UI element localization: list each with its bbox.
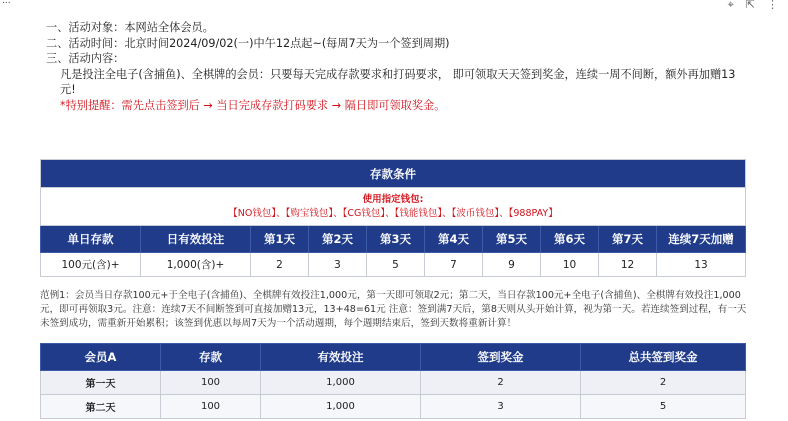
activity-intro (46, 20, 746, 113)
header-bonus-7days: 连续7天加赠 (657, 226, 746, 253)
wallet-list: 【NO钱包】、【购宝钱包】、【CG钱包】、【钱能钱包】、【波币钱包】、【988PAY】 (228, 207, 558, 219)
intro-line-time: 二、活动时间：北京时间2024/09/02(一)中午12点起~(每周7天为一个签到周期) (46, 36, 450, 50)
cell-bonus-7days: 13 (657, 253, 746, 277)
cell-day-6: 10 (541, 253, 599, 277)
cell-checkin-bonus: 2 (421, 371, 581, 395)
header-day-1: 第1天 (251, 226, 309, 253)
header-day-4: 第4天 (425, 226, 483, 253)
header-deposit: 存款 (161, 344, 261, 371)
cell-day-1: 2 (251, 253, 309, 277)
deposit-table-header (41, 226, 746, 253)
intro-warning: *特别提醒：需先点击签到后 → 当日完成存款打码要求 → 隔日即可领取奖金。 (60, 98, 446, 112)
header-total-bonus: 总共签到奖金 (581, 344, 746, 371)
wallet-info (41, 188, 746, 226)
intro-description: 凡是投注全电子(含捕鱼)、全棋牌的会员：只要每天完成存款要求和打码要求， 即可领取天天签到奖金，连续一周不间断，额外再加赠13元! (60, 67, 736, 96)
header-day-6: 第6天 (541, 226, 599, 253)
cut-off-text: ... (2, 0, 11, 6)
header-checkin-bonus: 签到奖金 (421, 344, 581, 371)
example-text: 范例1：会员当日存款100元+于全电子(含捕鱼)、全棋牌有效投注1,000元，第一天即可领取2元；第二天，当日存款100元+全电子(含捕鱼)、全棋牌有效投注1,000元，即可再领取3元。注意：连续7天不间断签到可直接加赠13元，13+48=61元 注意：签到满7天后，第8天则从头开始计算，视为第一天。若连续签到过程，有一天未签到成功，需重新开始累积；该签到优惠以每周7天为一个活动週期，每个週期结束后，签到天数将重新计算！ (40, 290, 747, 330)
header-daily-deposit: 单日存款 (41, 226, 141, 253)
deposit-conditions-table (40, 159, 746, 277)
member-example-table (40, 343, 746, 419)
cell-day-3: 5 (367, 253, 425, 277)
header-valid-bet: 有效投注 (261, 344, 421, 371)
cell-day-2: 3 (309, 253, 367, 277)
header-member: 会员A (41, 344, 161, 371)
cell-day-5: 9 (483, 253, 541, 277)
cell-deposit: 100 (161, 395, 261, 419)
pin-icon[interactable]: ⌖ (727, 0, 734, 11)
intro-line-content: 三、活动内容： (46, 52, 125, 65)
more-icon[interactable]: ⋮ (767, 0, 778, 11)
member-table-header (41, 344, 746, 371)
external-link-icon[interactable]: ⇱ (745, 0, 755, 11)
cell-day-4: 7 (425, 253, 483, 277)
intro-line-target: 一、活动对象：本网站全体会员。 (46, 21, 214, 34)
header-day-2: 第2天 (309, 226, 367, 253)
cell-deposit: 100 (161, 371, 261, 395)
cell-daily-deposit: 100元(含)+ (41, 253, 141, 277)
header-day-7: 第7天 (599, 226, 657, 253)
header-day-5: 第5天 (483, 226, 541, 253)
cell-valid-bet: 1,000 (261, 395, 421, 419)
cell-daily-bet: 1,000(含)+ (141, 253, 251, 277)
table-row (41, 253, 746, 277)
deposit-table-title: 存款条件 (41, 160, 746, 188)
header-daily-bet: 日有效投注 (141, 226, 251, 253)
table-row (41, 395, 746, 419)
wallet-heading: 使用指定钱包: (362, 193, 424, 205)
cell-day-label: 第二天 (41, 395, 161, 419)
cell-day-label: 第一天 (41, 371, 161, 395)
header-day-3: 第3天 (367, 226, 425, 253)
top-strip (0, 0, 788, 11)
cell-valid-bet: 1,000 (261, 371, 421, 395)
cell-checkin-bonus: 3 (421, 395, 581, 419)
cell-total-bonus: 5 (581, 395, 746, 419)
table-row (41, 371, 746, 395)
top-icons (728, 0, 778, 10)
cell-day-7: 12 (599, 253, 657, 277)
cell-total-bonus: 2 (581, 371, 746, 395)
